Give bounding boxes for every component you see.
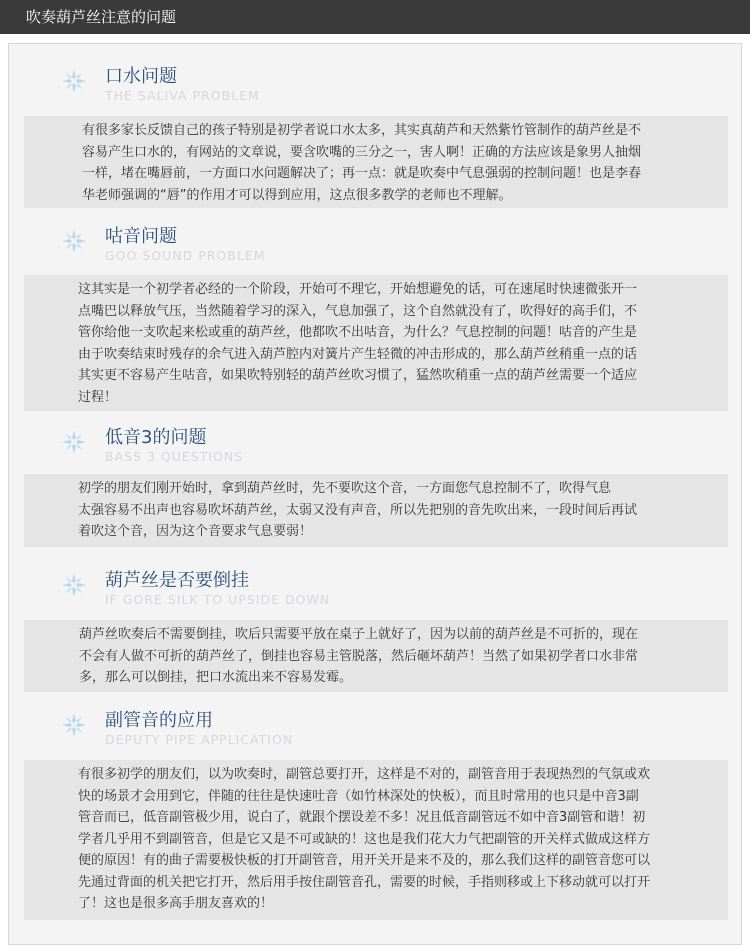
- section-subtitle: BASS 3 QUESTIONS: [105, 449, 244, 464]
- body-line: 着吹这个音，因为这个音要求气息要弱！: [78, 524, 313, 539]
- body-line: 过程！: [78, 389, 118, 405]
- section-subtitle: DEPUTY PIPE APPLICATION: [105, 732, 294, 747]
- section-subtitle: THE SALIVA PROBLEM: [105, 88, 260, 103]
- page-title: 吹奏葫芦丝注意的问题: [26, 8, 177, 26]
- star-burst-icon: [61, 228, 87, 254]
- section-subtitle: GOO SOUND PROBLEM: [105, 248, 266, 263]
- star-burst-icon: [61, 429, 87, 455]
- body-line: 不会有人做不可折的葫芦丝了，倒挂也容易主管脱落，然后砸坏葫芦！当然了如果初学者口水非常: [79, 648, 639, 664]
- star-burst-icon: [61, 712, 87, 738]
- content-panel: [8, 43, 742, 945]
- body-line: 由于吹奏结束时残存的余气进入葫芦腔内对簧片产生轻微的冲击形成的，那么葫芦丝稍重一点的话: [78, 346, 638, 362]
- section-title: 副管音的应用: [105, 710, 213, 731]
- body-line: 葫芦丝吹奏后不需要倒挂，吹后只需要平放在桌子上就好了，因为以前的葫芦丝是不可折的，现在: [79, 627, 639, 642]
- section-title: 低音3的问题: [105, 427, 207, 448]
- body-line: 容易产生口水的，有网站的文章说，要含吹嘴的三分之一，害人啊！正确的方法应该是象男人抽烟: [82, 144, 642, 160]
- body-line: 华老师强调的“唇”的作用才可以得到应用，这点很多教学的老师也不理解。: [82, 187, 512, 203]
- body-line: 了！这也是很多高手朋友喜欢的！: [78, 896, 274, 911]
- body-line: 学者几乎用不到副管音，但是它又是不可或缺的！这也是我们花大力气把副管的开关样式做成这样方: [78, 831, 651, 847]
- body-line: 管你给他一支吹起来松或重的葫芦丝，他都吹不出咕音，为什么？气息控制的问题！咕音的产生是: [78, 325, 638, 340]
- section-body: [24, 760, 728, 920]
- section-body: [24, 275, 728, 411]
- section-body: [24, 116, 728, 208]
- body-line: 太强容易不出声也容易吹坏葫芦丝，太弱又没有声音，所以先把别的音先吹出来，一段时间后再试: [78, 502, 638, 518]
- star-burst-icon: [61, 572, 87, 598]
- body-line: 初学的朋友们刚开始时，拿到葫芦丝时，先不要吹这个音，一方面您气息控制不了，吹得气息: [78, 481, 612, 496]
- section-title: 咕音问题: [105, 226, 177, 247]
- star-burst-icon: [61, 68, 87, 94]
- section-subtitle: IF GORE SILK TO UPSIDE DOWN: [105, 592, 331, 607]
- section-heading: [61, 570, 661, 618]
- body-line: 有很多家长反馈自己的孩子特别是初学者说口水太多，其实真葫芦和天然紫竹管制作的葫芦丝是不: [82, 123, 642, 138]
- section-heading: [61, 226, 661, 274]
- page-header-bar: [0, 0, 750, 34]
- body-line: 一样，堵在嘴唇前，一方面口水问题解决了；再一点：就是吹奏中气息强弱的控制问题！也是李春: [82, 166, 642, 181]
- body-line: 点嘴巴以释放气压，当然随着学习的深入，气息加强了，这个自然就没有了，吹得好的高手们，不: [78, 303, 638, 319]
- body-line: 多，那么可以倒挂，把口水流出来不容易发霉。: [79, 670, 353, 685]
- body-line: 便的原因！有的曲子需要极快板的打开副管音，用开关开是来不及的，那么我们这样的副管音您可以: [78, 853, 651, 868]
- body-line: 先通过背面的机关把它打开，然后用手按住副管音孔，需要的时候，手指则移或上下移动就可以打开: [78, 874, 651, 890]
- body-line: 快的场景才会用到它，伴随的往往是快速吐音（如竹林深处的快板），而且时常用的也只是中音3副: [78, 788, 639, 804]
- section-heading: [61, 710, 661, 758]
- body-line: 其实更不容易产生咕音，如果吹特别轻的葫芦丝吹习惯了，猛然吹稍重一点的葫芦丝需要一个适应: [78, 368, 638, 383]
- section-heading: [61, 427, 661, 475]
- section-body: [24, 474, 728, 547]
- section-title: 葫芦丝是否要倒挂: [105, 570, 249, 591]
- section-body: [24, 620, 728, 692]
- section-title: 口水问题: [105, 66, 177, 87]
- section-heading: [61, 66, 661, 114]
- body-line: 有很多初学的朋友们，以为吹奏时，副管总要打开，这样是不对的，副管音用于表现热烈的气氛或欢: [78, 767, 651, 782]
- body-line: 这其实是一个初学者必经的一个阶段，开始可不理它，开始想避免的话，可在速尾时快速微张开一: [78, 282, 638, 297]
- body-line: 管音而已，低音副管极少用，说白了，就跟个摆设差不多！况且低音副管远不如中音3副管和谐！初: [78, 810, 646, 825]
